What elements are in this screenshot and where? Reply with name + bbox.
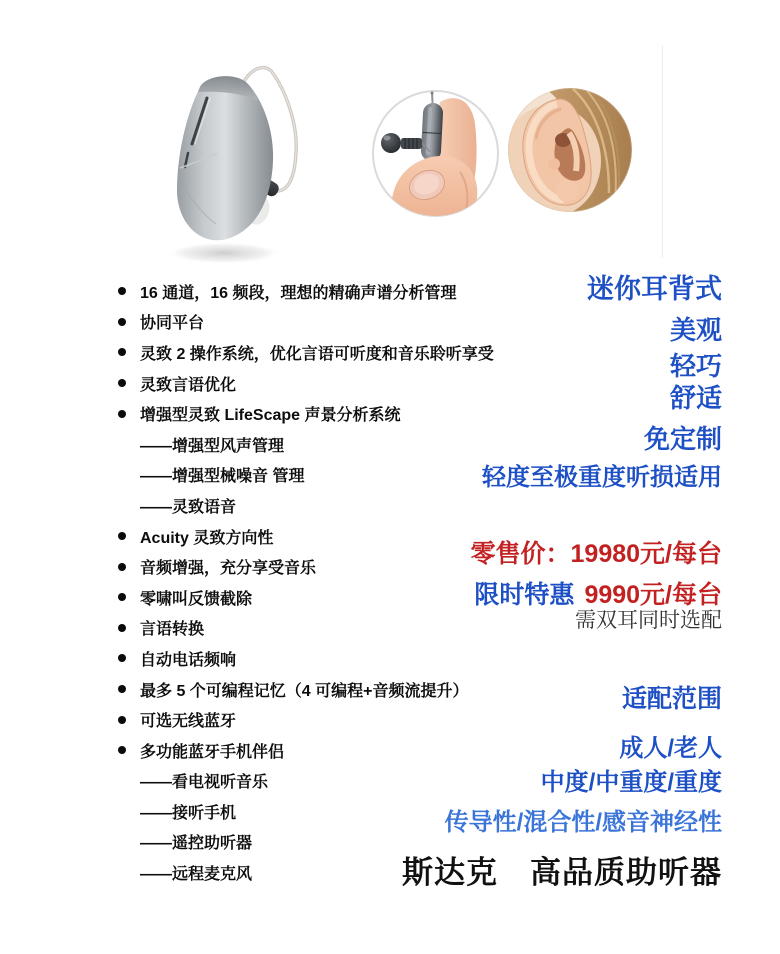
bullet-dot [118,287,126,295]
retail-price: 零售价：19980元/每台 [470,540,722,568]
list-subitem [112,460,532,491]
list-item [112,276,532,307]
feature-text: ——灵致语音 [140,498,237,516]
feature-text: ——增强型械噪音 管理 [140,468,305,486]
feature-text: 16 通道，16 频段，理想的精确声谱分析管理 [140,284,457,302]
bullet-dot [118,685,126,693]
highlight-loss-range: 轻度至极重度听损适用 [482,464,722,491]
fit-loss-degree: 中度/中重度/重度 [540,769,722,796]
bullet-dot [118,348,126,356]
list-item [112,307,532,338]
promo-label: 限时特惠 [474,581,575,609]
bullet-dot [118,593,126,601]
list-subitem [112,429,532,460]
bullet-dot [118,746,126,754]
list-subitem [112,766,532,797]
ear-lobe [556,180,578,202]
bte-hearing-aid-photo [150,40,310,270]
bullet-dot [118,318,126,326]
feature-text: ——遥控助听器 [140,835,253,853]
bullet-dot [118,410,126,418]
highlight-beautiful: 美观 [669,315,722,345]
ear-closeup-photo [507,87,633,213]
bullet-dot [118,624,126,632]
list-item [112,643,532,674]
feature-text: ——看电视听音乐 [140,774,269,792]
highlight-mini-bte: 迷你耳背式 [587,274,722,304]
feature-text: ——远程麦克风 [140,866,253,884]
feature-text: ——增强型风声管理 [140,437,285,455]
feature-text: 最多 5 个可编程记忆（4 可编程+音频流提升） [140,682,469,700]
bullet-dot [118,532,126,540]
feature-text: 言语转换 [140,621,205,639]
feature-text: 零啸叫反馈截除 [140,590,253,608]
receiver-dome-tip [381,133,401,153]
list-item [112,521,532,552]
feature-text: 协同平台 [140,315,205,333]
binaural-note: 需双耳同时选配 [575,609,722,632]
photo-divider-line [662,45,663,258]
bullet-dot [118,654,126,662]
feature-text: 多功能蓝牙手机伴侣 [140,743,285,761]
receiver-connector [401,138,422,149]
feature-text: Acuity 灵致方向性 [140,529,274,547]
feature-text: 灵致言语优化 [140,376,237,394]
feature-text: 灵致 2 操作系统，优化言语可听度和音乐聆听享受 [140,345,494,363]
fit-loss-nature: 传导性/混合性/感音神经性 [444,809,722,836]
highlight-no-custom-fit: 免定制 [643,424,722,454]
tragus [548,158,560,170]
promo-price: 9990元/每台 [584,581,722,609]
list-item [112,582,532,613]
list-item [112,613,532,644]
feature-text: 可选无线蓝牙 [140,713,237,731]
feature-text: 自动电话频响 [140,651,237,669]
promo-price-line [474,580,722,611]
bullet-dot [118,716,126,724]
bullet-dot [118,379,126,387]
feature-text: 增强型灵致 LifeScape 声景分析系统 [140,407,401,425]
highlight-lightweight: 轻巧 [669,351,722,381]
fingertip-holding-mini-hearing-aid-photo [370,88,501,219]
bullet-dot [118,563,126,571]
list-item [112,337,532,368]
product-shadow [166,242,282,264]
list-item [112,368,532,399]
list-item [112,398,532,429]
fit-range-title: 适配范围 [621,685,722,713]
dome-highlight [384,136,391,141]
highlight-comfortable: 舒适 [669,383,722,413]
feature-text: 音频增强，充分享受音乐 [140,560,317,578]
list-subitem [112,490,532,521]
feature-list [112,276,532,888]
list-item [112,551,532,582]
brand-tagline: 斯达克 高品质助听器 [402,855,722,890]
feature-text: ——接听手机 [140,804,237,822]
list-item [112,674,532,705]
list-item [112,704,532,735]
list-item [112,735,532,766]
fit-audience: 成人/老人 [619,735,722,762]
